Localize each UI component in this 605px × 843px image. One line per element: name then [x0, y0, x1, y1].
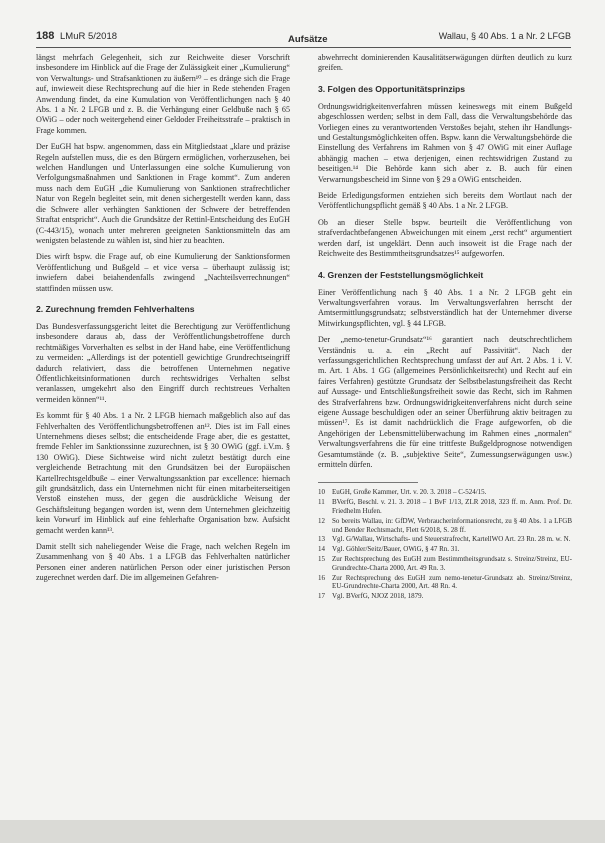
scan-bottom-margin [0, 820, 605, 843]
footnote-number: 11 [318, 498, 325, 507]
right-column [318, 53, 572, 602]
section-heading: 3. Folgen des Opportunitätsprinzips [318, 83, 466, 94]
paragraph: Dies wirft bspw. die Frage auf, ob eine Kumulierung der Sanktionsformen Veröffentlichung und Bußgeld – et vice versa – überhaupt zulässig ist; inwiefern dabei beiahendenfalls zwingend „Nachteilsverrechnungen“ stattfinden müssen usw. [36, 252, 290, 293]
footnote [318, 545, 572, 554]
footnote-text: Zur Rechtsprechung des EuGH zum Bestimmtheitsgrundsatz s. Streinz/Streinz, EU-Grundrechte-Charta 2000, Art. 49 Rn. 3. [332, 554, 572, 572]
paragraph: Es kommt für § 40 Abs. 1 a Nr. 2 LFGB hiernach maßgeblich also auf das Fehlverhalten des Veröffentlichungsbetroffenen an¹². Dies ist im Fall eines Unternehmens dieses selbst; die entscheidende Frage aber, die es gestattet, fremde Fehler im Sanktionssinne zuzurechnen, ist § 30 OWiG (ggf. i.V.m. § 130 OWiG). Diese Sichtweise wird nicht zuletzt bestätigt durch eine vergleichende Betrachtung mit den Grundsätzen bei der Europäischen Kartellrechtsgeldbuße – einer Verwaltungssanktion par excellence: hiernach gilt grundsätzlich, dass ein Unternehmen nicht für einen mitarbeiterseitigen Verstoß einstehen muss, der gegen die ausdrückliche Weisung der Geschäftsleitung begangen worden ist, wenn dem Unternehmen gleichzeitig kein Vorwurf im Hinblick auf eine fehlerhafte Organisation bzw. Aufsicht gemacht werden kann¹³. [36, 411, 290, 535]
footnote [318, 592, 572, 601]
paragraph: Beide Erledigungsformen entziehen sich bereits dem Wortlaut nach der Veröffentlichungspflicht gemäß § 40 Abs. 1 a Nr. 2 LFGB. [318, 191, 572, 211]
footnote-text: Vgl. Göhler/Seitz/Bauer, OWiG, § 47 Rn. 31. [332, 545, 460, 554]
footnote-number: 16 [318, 573, 325, 582]
paragraph: Damit stellt sich naheliegender Weise die Frage, nach welchen Regeln im Zusammenhang von § 40 Abs. 1 a LFGB das Fehlverhalten natürlicher Personen einer anderen natürlichen Person oder einer juristischen Person zugerechnet werden darf. Die im allgemeinen Gefahren- [36, 542, 290, 583]
paragraph: längst mehrfach Gelegenheit, sich zur Reichweite dieser Vorschrift insbesondere im Hinblick auf die Frage der Zulässigkeit einer „Kumulierung“ von Verwaltungs- und Strafsanktionen zu äußern¹⁰ – es dränge sich die Frage auf, inwieweit diese Rechtsprechung auf die hier in Rede stehenden Fragen Anwendung findet, da eine Kumulation von Veröffentlichungen nach § 40 Abs. 1 a Nr. 2 LFGB und z. B. die Verhängung einer Geldbuße nach § 65 OWiG – oder noch weitergehend einer Geldoder Freiheitsstrafe – praktisch in Frage kommen. [36, 53, 290, 135]
footnote-text: Zur Rechtsprechung des EuGH zum nemo-tenetur-Grundsatz ab. Streinz/Streinz, EU-Grundrechte-Charta 2000, Art. 48 Rn. 4. [332, 573, 572, 591]
paragraph: Einer Veröffentlichung nach § 40 Abs. 1 a Nr. 2 LFGB geht ein Verwaltungsverfahren voraus. Im Verwaltungsverfahren herrscht der Amtsermittlungsgrundsatz; selbstverständlich hat der Unternehmer diverse Mitwirkungspflichten, vgl. § 44 LFGB. [318, 287, 572, 328]
footnote-number: 15 [318, 554, 325, 563]
section-heading: 2. Zurechnung fremden Fehlverhaltens [36, 303, 195, 314]
footnote [318, 535, 572, 544]
footnote-number: 12 [318, 516, 325, 525]
footnote-number: 13 [318, 535, 325, 544]
footnote [318, 498, 572, 516]
footnote [318, 488, 572, 497]
footnote-number: 10 [318, 488, 325, 497]
paragraph: Der „nemo-tenetur-Grundsatz“¹⁶ garantiert nach deutschrechtlichem Verständnis u. a. ein „Recht auf Passivität“. Nach der verfassungsgerichtlichen Rechtsprechung umfasst der auf Art. 2 Abs. 1 i. V. m. Art. 1 Abs. 1 GG (allgemeines Persönlichkeitsrecht) und Recht auf ein faires Verfahren) gestützte Grundsatz der Selbstbelastungsfreiheit das Recht auf Aussage- und Entschließungsfreiheit sowie das Recht, sich im Rahmen des Strafverfahrens bzw. Ordnungswidrigkeitenverfahrens nicht durch seine eigene Aussage beschuldigen oder an seiner Überführung aktiv beitragen zu müssen¹⁷. Es ist damit nachdrücklich die Frage aufgeworfen, ob die Angehörigen der Lebensmittelüberwachung im Rahmen eines „normalen“ Verwaltungsverfahrens die für eine trittfeste Bußgeldprognose notwendigen Gesamtumstände (z. B. „subjektive Seite“, Zumessungserwägungen usw.) ermitteln dürfen. [318, 335, 572, 469]
footnote-rule [318, 482, 418, 483]
header-rule [36, 47, 571, 48]
paragraph: Der EuGH hat bspw. angenommen, dass ein Mitgliedstaat „klare und präzise Regeln aufstellen muss, die es den Bürgern ermöglichen, vorherzusehen, bei welchen Handlungen und Unterlassungen eine solche Kumulierung von Verfolgungsmaßnahmen und Sanktionen in Frage kommt“. Zum anderen muss nach dem EuGH „die Kumulierung von Sanktionen strafrechtlicher Natur von Regeln begleitet sein, mit denen sichergestellt werden kann, dass die Schwere aller verhängten Sanktionen der Schwere der betreffenden Straftat entspricht“. Auch die Grundsätze der Rettinl-Entscheidung des EuGH (C-443/15), wonach unter mehreren geeigneten Sanktionsmitteln das am wenigsten belastende zu wählen ist, sind hier zu beachten. [36, 142, 290, 245]
footnote [318, 517, 572, 535]
footnote-text: EuGH, Große Kammer, Urt. v. 20. 3. 2018 – C-524/15. [332, 488, 487, 497]
page-header [0, 28, 605, 48]
left-column [36, 53, 290, 590]
paragraph: abwehrrecht dominierenden Kausalitätserwägungen dürften deutlich zu kurz greifen. [318, 53, 572, 73]
footnotes [318, 488, 572, 601]
page-number: 188 [36, 30, 55, 42]
section-heading: 4. Grenzen der Feststellungsmöglichkeit [318, 269, 484, 280]
paragraph: Ob an dieser Stelle bspw. beurteilt die Veröffentlichung von strafverdachtbefangenen Abweichungen mit einem „erst recht“ argumentiert werden darf, ist ungeklärt. Denn auch insoweit ist die Frage nach der Reichweite des Bestimmtheitsgrundsatzes¹⁵ aufgeworfen. [318, 217, 572, 259]
footnote [318, 574, 572, 592]
section-title: Aufsätze [288, 34, 328, 45]
paragraph: Das Bundesverfassungsgericht leitet die Berechtigung zur Veröffentlichung insbesondere daraus ab, dass der Veröffentlichungsbetroffene durch rechtmäßiges Vorverhalten es selbst in der Hand habe, eine Veröffentlichung zu vermeiden: „Allerdings ist der potentiell gewichtige Grundrechtseingriff dadurch relativiert, dass die betroffenen Unternehmen negative Öffentlichkeitsinformationen durch rechtswidriges Verhalten selbst veranlassen, umgekehrt also den Eingriff durch rechtstreues Verhalten vermeiden können“¹¹. [36, 321, 290, 404]
paragraph: Ordnungswidrigkeitenverfahren müssen keineswegs mit einem Bußgeld abgeschlossen werden; selbst in dem Fall, dass die Verwaltungsbehörde das Vorliegen eines zu verantwortenden Verstoßes bejaht, stehen ihr Handlungs- und Gestaltungsmöglichkeiten offen. Bspw. kann die Verwaltungsbehörde die Einstellung des Verfahrens im Rahmen von § 47 OWiG mit einer Auflage abhängig machen – etwa derjenigen, einen rechtswidrigen Zustand zu beseitigen.¹⁴ Die Behörde kann sich aber z. B. auch für einen Verwarnungsbescheid im Sinne von § 29 a OWiG entscheiden. [318, 101, 572, 184]
footnote-text: Vgl. G/Wallau, Wirtschafts- und Steuerstrafrecht, KartellWO Art. 23 Rn. 28 m. w. N. [332, 535, 571, 544]
footnote-text: Vgl. BVerfG, NJOZ 2018, 1879. [332, 592, 424, 601]
footnote [318, 555, 572, 573]
journal-name: LMuR 5/2018 [60, 31, 118, 42]
footnote-number: 17 [318, 592, 325, 601]
running-title: Wallau, § 40 Abs. 1 a Nr. 2 LFGB [438, 31, 571, 41]
footnote-number: 14 [318, 545, 325, 554]
footnote-text: BVerfG, Beschl. v. 21. 3. 2018 – 1 BvF 1/13, ZLR 2018, 323 ff. m. Anm. Prof. Dr. Friedhelm Hufen. [332, 498, 572, 515]
footnote-text: So bereits Wallau, in: GfDW, Verbraucherinformationsrecht, zu § 40 Abs. 1 a LFGB und Bender Rechtsmacht, Flett 6/2018, S. 28 ff. [332, 516, 572, 534]
